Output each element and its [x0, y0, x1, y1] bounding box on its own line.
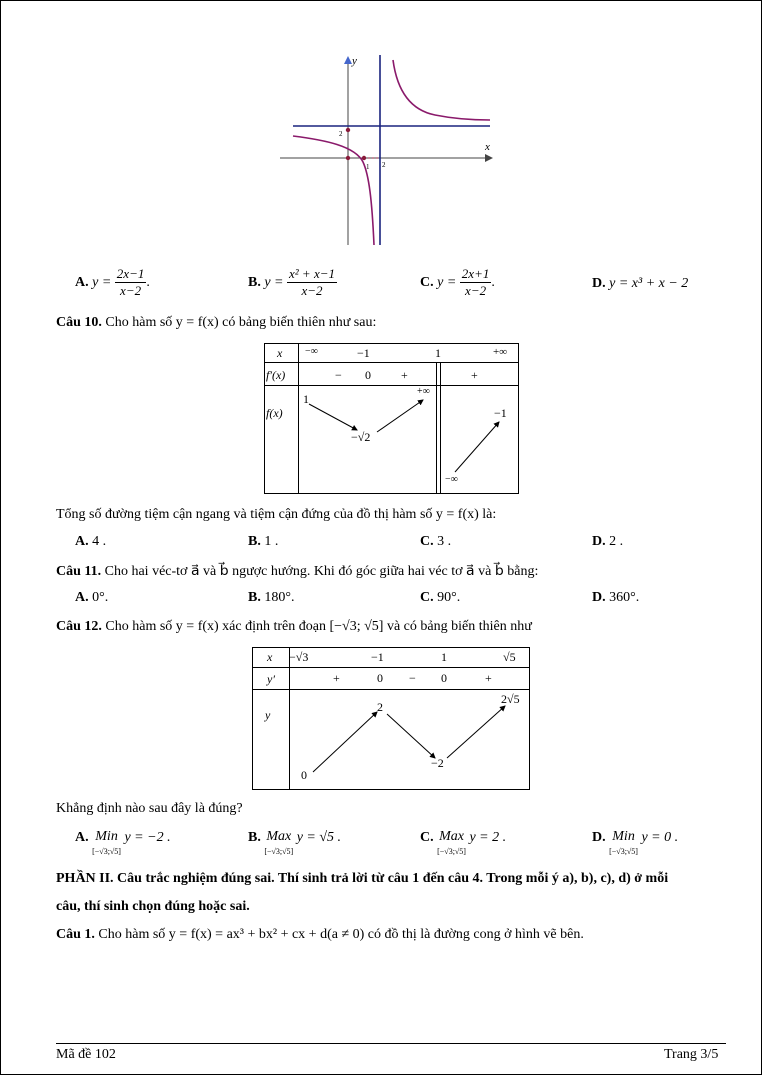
part2-heading-line2: câu, thí sinh chọn đúng hoặc sai.: [56, 899, 250, 914]
x-axis-arrow: [485, 154, 493, 162]
q10-option-d: D. 2 .: [592, 534, 624, 549]
footer-rule: [56, 1043, 726, 1044]
q11-option-d: D. 360°.: [592, 590, 640, 605]
x-axis-label: x: [485, 141, 490, 153]
q9-option-b: B. y = $\frac{\text{x² + x−1}}{x-2}$: [248, 266, 335, 299]
footer-page-number: Trang 3/5: [664, 1047, 719, 1062]
q10-option-a: A. 4 .: [75, 534, 107, 549]
q11-option-a: A. 0°.: [75, 590, 109, 605]
q12-option-b: B. Max [−√3;√5] y = √5 .: [248, 829, 342, 856]
curve-left-branch: [293, 136, 374, 245]
q12-option-d: D. Min [−√3;√5] y = 0 .: [592, 829, 679, 856]
q12-variation-table: x y′ y −√3 −1 1 √5 + 0 − 0 + 0 2 −2 2√5: [252, 647, 530, 790]
point-x-intercept: [346, 156, 350, 160]
y-axis-label: y: [352, 55, 357, 67]
tick-y-2: 2: [339, 130, 343, 138]
point-y-intercept: [346, 128, 350, 132]
q11-option-b: B. 180°.: [248, 590, 295, 605]
q10-option-c: C. 3 .: [420, 534, 452, 549]
footer-exam-code: Mã đề 102: [56, 1047, 116, 1062]
function-graph: [275, 50, 505, 250]
q10-arrows: [265, 344, 518, 493]
q10-option-b: B. 1 .: [248, 534, 279, 549]
part2-q1-stem: Câu 1. Cho hàm số y = f(x) = ax³ + bx² + cx + d(a ≠ 0) có đồ thị là đường cong ở hình vẽ bên.: [56, 927, 584, 942]
q10-variation-table: x f′(x) f(x) −∞ −1 1 +∞ − 0 + + 1 −√2 +∞ −1 −∞: [264, 343, 519, 494]
q12-option-a: A. Min [−√3;√5] y = −2 .: [75, 829, 171, 856]
y-axis-arrow: [344, 56, 352, 64]
q9-option-d: D. y = x³ + x − 2: [592, 276, 689, 291]
q12-stem: Câu 12. Cho hàm số y = f(x) xác định trên đoạn [−√3; √5] và có bảng biến thiên như: [56, 619, 532, 634]
q10-question: Tổng số đường tiệm cận ngang và tiệm cận đứng của đồ thị hàm số y = f(x) là:: [56, 507, 497, 522]
part2-heading-line1: PHẦN II. Câu trắc nghiệm đúng sai. Thí sinh trả lời từ câu 1 đến câu 4. Trong mỗi ý a), b), c), d) ở mỗi: [56, 871, 669, 886]
q12-arrows: [253, 648, 529, 789]
q11-stem: Câu 11. Cho hai véc-tơ a⃗ và b⃗ ngược hướng. Khi đó góc giữa hai véc tơ a⃗ và b⃗ bằng:: [56, 564, 539, 579]
tick-x-2: 2: [382, 161, 386, 169]
q12-question: Khẳng định nào sau đây là đúng?: [56, 801, 243, 816]
q9-option-c: C. y = $\frac{2x+1}{x-2}$ .: [420, 266, 495, 299]
q11-option-c: C. 90°.: [420, 590, 461, 605]
tick-x-1: 1: [366, 163, 370, 171]
q12-option-c: C. Max [−√3;√5] y = 2 .: [420, 829, 507, 856]
q10-stem: Câu 10. Cho hàm số y = f(x) có bảng biến thiên như sau:: [56, 315, 377, 330]
curve-right-branch: [393, 60, 490, 120]
q9-option-a: A. y = $\frac{2x-1}{x-2}$ .: [75, 266, 150, 299]
